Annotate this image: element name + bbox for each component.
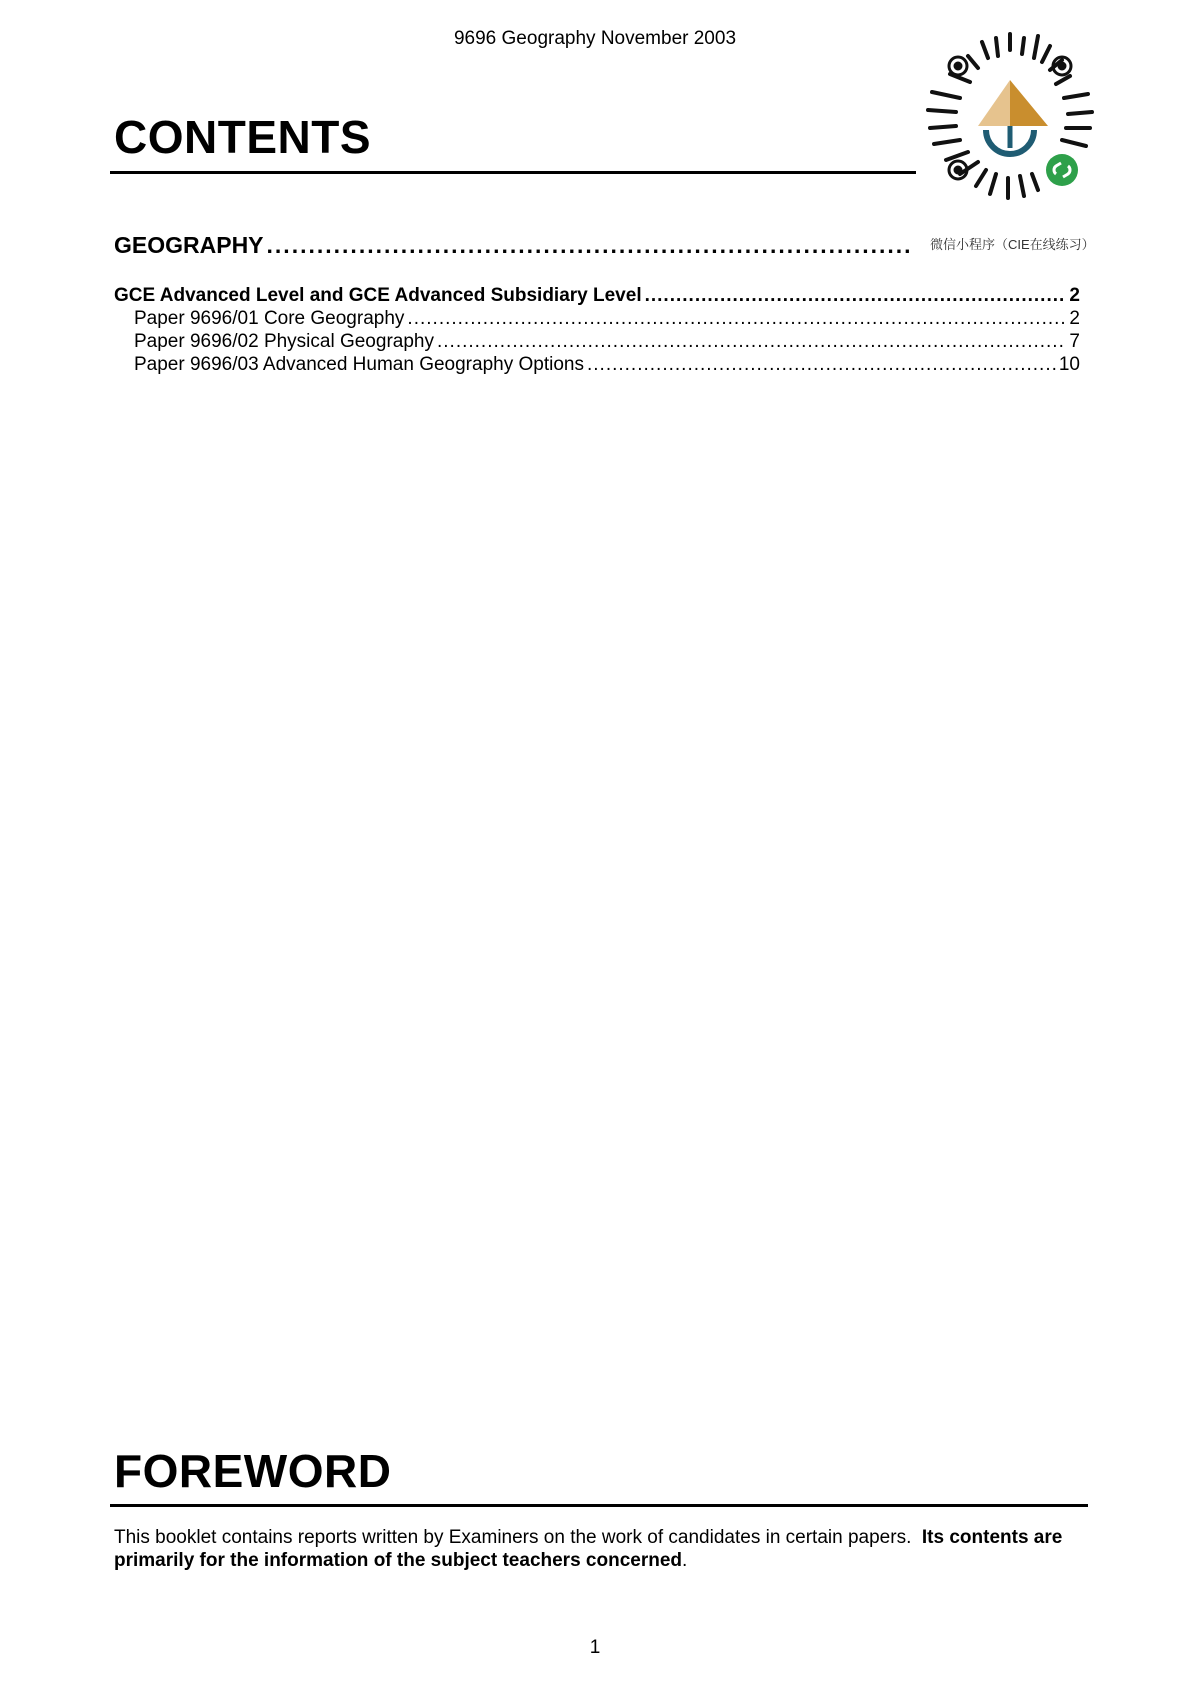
page-number: 1 <box>589 1637 601 1658</box>
contents-heading: CONTENTS <box>114 111 371 163</box>
toc-subject-label: GEOGRAPHY <box>114 232 264 258</box>
toc-paper-label: Paper 9696/03 Advanced Human Geography Options <box>134 354 584 375</box>
toc-paper-page: 10 <box>1058 354 1080 375</box>
toc-leader <box>587 354 1056 376</box>
foreword-heading: FOREWORD <box>114 1445 392 1497</box>
toc-leader <box>407 308 1065 330</box>
foreword-paragraph <box>114 1526 1084 1572</box>
toc-paper-label: Paper 9696/02 Physical Geography <box>134 331 434 352</box>
foreword-rule <box>110 1504 1088 1507</box>
foreword-text-end: . <box>682 1550 688 1571</box>
toc-level-label: GCE Advanced Level and GCE Advanced Subsidiary Level <box>114 285 642 306</box>
toc-paper-entry[interactable] <box>134 354 1080 376</box>
qr-code-icon <box>920 28 1100 208</box>
document-header: 9696 Geography November 2003 <box>453 28 737 49</box>
toc-level-page: 2 <box>1069 285 1080 306</box>
foreword-text-bold: Its contents are primarily for the information of the subject teachers concerned <box>114 1527 1063 1571</box>
foreword-text-plain: This booklet contains reports written by Examiners on the work of candidates in certain papers. <box>114 1527 912 1548</box>
toc-level-entry[interactable] <box>114 285 1080 307</box>
toc-leader <box>645 285 1065 307</box>
toc-paper-label: Paper 9696/01 Core Geography <box>134 308 405 329</box>
toc-leader <box>437 331 1065 353</box>
toc-subject-entry[interactable] <box>114 232 914 259</box>
toc-paper-entry[interactable] <box>134 308 1080 330</box>
toc-leader <box>267 232 911 259</box>
toc-paper-entry[interactable] <box>134 331 1080 353</box>
toc-paper-page: 7 <box>1069 331 1080 352</box>
contents-rule <box>110 171 916 174</box>
qr-caption: 微信小程序（CIE在线练习） <box>930 237 1095 252</box>
toc-paper-page: 2 <box>1069 308 1080 329</box>
